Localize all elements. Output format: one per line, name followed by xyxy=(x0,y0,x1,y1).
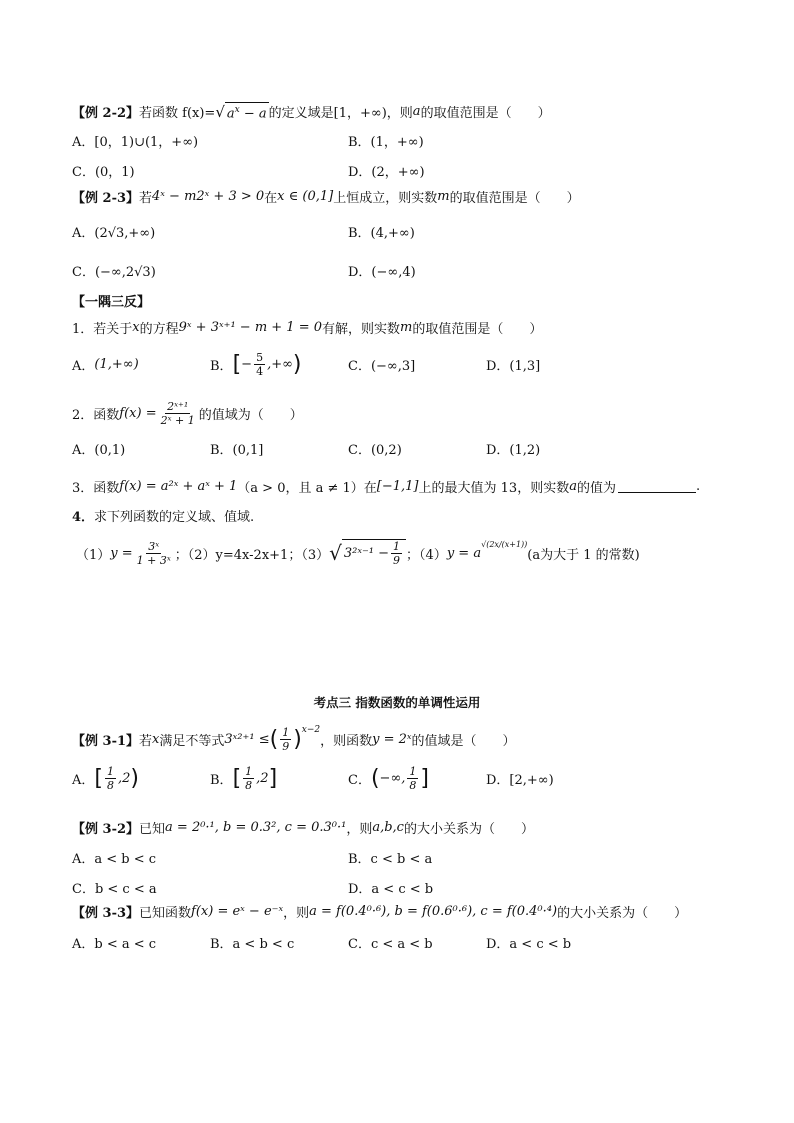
option-sign: − xyxy=(241,357,253,372)
fraction-denominator: 4 xyxy=(256,365,264,378)
option-c[interactable] xyxy=(348,765,486,792)
problem-number: 4． xyxy=(72,510,95,525)
item-tail: (a为大于 1 的常数) xyxy=(527,547,640,563)
option-value: ,+∞ xyxy=(267,357,293,372)
answer-blank[interactable] xyxy=(618,480,696,493)
example-tag: 【例 3-3】 xyxy=(72,906,140,921)
exponent: x−2 xyxy=(301,724,321,735)
variables: a,b,c xyxy=(372,820,404,835)
stem-text: 满足不等式 xyxy=(159,734,225,749)
option-a[interactable]: A．[0，1)∪(1，+∞) xyxy=(72,135,199,151)
option-row xyxy=(72,222,722,241)
fraction xyxy=(243,765,254,792)
stem-text: 求下列函数的定义域、值域. xyxy=(94,510,255,525)
bracket-left: [ xyxy=(232,765,242,791)
option-c[interactable]: C．b < c < a xyxy=(72,882,157,897)
paren-left: ( xyxy=(370,765,380,791)
variable: x xyxy=(152,732,160,747)
example-3-2-stem xyxy=(72,818,722,837)
stem-text: 已知函数 xyxy=(139,906,192,921)
function-name: y = a xyxy=(446,545,482,561)
stem-text: 在 xyxy=(264,191,278,206)
stem-text: 在 xyxy=(363,481,377,496)
example-3-1-stem xyxy=(72,726,722,753)
example-2-3-stem xyxy=(72,187,722,206)
option-c[interactable]: C．(−∞,3] xyxy=(348,359,416,374)
option-row xyxy=(72,351,722,378)
option-row xyxy=(72,131,722,150)
option-b[interactable]: B．(4,+∞) xyxy=(348,226,415,241)
fraction-denominator: 8 xyxy=(245,779,253,792)
option-b[interactable] xyxy=(210,351,348,378)
fraction-numerator: 1 xyxy=(106,765,114,778)
option-d[interactable]: D．(1,3] xyxy=(486,359,541,374)
section-heading: 【一隅三反】 xyxy=(72,295,151,310)
stem-text: 的取值范围是（ ） xyxy=(449,191,580,206)
radicand-tail: − a xyxy=(239,106,267,122)
paren-left: ( xyxy=(269,726,279,752)
sqrt-expression: √ $a^x - a$ xyxy=(215,102,267,122)
bracket-right: ] xyxy=(420,765,429,791)
function-name: f(x) = xyxy=(119,406,157,421)
option-d[interactable]: D．(−∞,4) xyxy=(348,265,416,280)
option-row xyxy=(72,261,722,280)
option-b[interactable]: B．(0,1] xyxy=(210,443,264,458)
option-d[interactable]: D．(1,2) xyxy=(486,443,541,458)
option-label: C． xyxy=(348,773,371,788)
fraction xyxy=(391,540,402,567)
option-d[interactable]: D．(2，+∞) xyxy=(348,165,425,181)
sqrt-expression: √ 3²ˣ⁻¹ − $\frac{1}{9}$ xyxy=(329,539,406,567)
stem-text: 的大小关系为（ ） xyxy=(557,906,688,921)
stem-text: 函数 xyxy=(93,408,120,423)
function-name: y = xyxy=(110,545,133,561)
inequality-expression: 4ˣ − m2ˣ + 3 > 0 xyxy=(152,189,265,204)
fraction-numerator: 2ˣ⁺¹ xyxy=(167,400,189,413)
item-label: （1） xyxy=(76,547,111,563)
option-b[interactable]: B．(1，+∞) xyxy=(348,135,424,151)
fraction xyxy=(105,765,116,792)
stem-text: 的取值范围是（ ） xyxy=(412,322,543,337)
fraction-denominator: 2ˣ + 1 xyxy=(160,414,195,427)
fraction xyxy=(159,400,197,427)
problem-number: 3． xyxy=(72,481,94,496)
problem-4-stem xyxy=(72,506,722,525)
example-3-3-stem xyxy=(72,902,722,921)
problem-number: 1． xyxy=(72,322,94,337)
option-a[interactable]: A．b < a < c xyxy=(72,937,157,952)
equation-expression: 9ˣ + 3ˣ⁺¹ − m + 1 = 0 xyxy=(178,320,322,335)
variable: a xyxy=(569,479,577,494)
stem-text: ，则 xyxy=(346,822,373,837)
practice-heading xyxy=(72,291,722,310)
stem-text: 上的最大值为 13，则实数 xyxy=(418,481,570,496)
variable: a xyxy=(412,104,421,120)
variable: m xyxy=(437,189,450,204)
section-title: 考点三 指数函数的单调性运用 xyxy=(313,695,481,710)
definition-expression: a = 2⁰·¹, b = 0.3², c = 0.3⁰·¹ xyxy=(165,820,347,835)
problem-1 xyxy=(72,318,722,378)
fraction xyxy=(254,351,265,378)
option-label: A． xyxy=(72,773,95,788)
stem-text: 已知 xyxy=(139,822,166,837)
fraction-denominator: 1 + 3ˣ xyxy=(136,553,171,567)
exponent: √(2x/(x+1)) xyxy=(481,539,528,549)
bracket-right: ) xyxy=(292,351,302,377)
option-row xyxy=(72,933,722,952)
option-d[interactable]: D．a < c < b xyxy=(348,882,434,897)
example-3-3 xyxy=(72,902,722,952)
stem-text: 函数 xyxy=(93,481,120,496)
fraction-denominator: 8 xyxy=(106,779,114,792)
variable: m xyxy=(400,320,413,335)
problem-4-items xyxy=(76,539,722,567)
option-a[interactable] xyxy=(72,765,210,792)
option-b[interactable]: B．c < b < a xyxy=(348,852,433,867)
option-value: ,2 xyxy=(256,771,269,786)
radicand-exponent: x xyxy=(234,105,240,115)
option-d[interactable]: D．[2,+∞) xyxy=(486,773,554,788)
stem-text: 有解，则实数 xyxy=(322,322,401,337)
stem-text: 的大小关系为（ ） xyxy=(403,822,534,837)
stem-text: 若关于 xyxy=(93,322,133,337)
example-3-2 xyxy=(72,818,722,897)
stem-text: 若 xyxy=(139,734,153,749)
bracket-left: [ xyxy=(232,351,242,377)
option-b[interactable] xyxy=(210,765,348,792)
option-a[interactable]: A．a < b < c xyxy=(72,852,157,867)
option-d[interactable]: D．a < c < b xyxy=(486,937,572,952)
fraction xyxy=(407,765,418,792)
option-value: −∞, xyxy=(379,771,406,786)
stem-text: ，则 xyxy=(283,906,310,921)
option-row xyxy=(72,878,722,897)
example-2-3 xyxy=(72,187,722,280)
option-a[interactable] xyxy=(72,355,210,374)
item-separator: ；（4） xyxy=(406,547,447,563)
stem-text: 若 xyxy=(139,191,153,206)
problem-4 xyxy=(72,506,722,567)
stem-text: 上恒成立，则实数 xyxy=(333,191,438,206)
fraction xyxy=(135,540,173,567)
option-value: (1,+∞) xyxy=(94,357,139,372)
option-row xyxy=(72,439,722,458)
problem-3 xyxy=(72,477,722,496)
variable: x xyxy=(132,320,140,335)
function-expression: f(x) = eˣ − e⁻ˣ xyxy=(191,904,284,919)
option-c[interactable]: C．c < a < b xyxy=(348,937,433,952)
example-2-2-stem xyxy=(72,102,722,121)
option-row xyxy=(72,161,722,180)
example-tag: 【例 3-2】 xyxy=(72,822,140,837)
option-a[interactable]: A．(0,1) xyxy=(72,443,126,458)
function-expression: f(x) = a²ˣ + aˣ + 1 xyxy=(119,479,238,494)
problem-1-stem xyxy=(72,318,722,337)
fraction-numerator: 3ˣ xyxy=(148,539,160,553)
domain-expression: x ∈ (0,1] xyxy=(277,189,334,204)
bracket-left: [ xyxy=(94,765,103,791)
example-tag: 【例 3-1】 xyxy=(72,734,140,749)
example-3-1 xyxy=(72,726,722,792)
option-c[interactable]: C．(−∞,2√3) xyxy=(72,265,156,280)
option-b[interactable]: B．a < b < c xyxy=(210,937,295,952)
problem-2-stem xyxy=(72,400,722,427)
radicand: 3²ˣ⁻¹ − xyxy=(343,546,390,561)
option-label: B． xyxy=(210,773,233,788)
problem-3-stem xyxy=(72,477,722,496)
stem-text: 的值域为（ ） xyxy=(198,408,303,423)
stem-text: 的值域是（ ） xyxy=(411,734,516,749)
bracket-right: ) xyxy=(130,765,139,791)
fraction-denominator: 9 xyxy=(393,554,401,567)
example-2-2 xyxy=(72,102,722,180)
fraction-numerator: 1 xyxy=(282,726,290,739)
example-tag: 【例 2-3】 xyxy=(72,191,140,206)
option-label: B． xyxy=(210,359,233,374)
example-tag: 【例 2-2】 xyxy=(72,106,140,122)
option-a[interactable]: A．(2√3,+∞) xyxy=(72,226,156,241)
bracket-right: ] xyxy=(268,765,278,791)
fraction-numerator: 1 xyxy=(409,765,417,778)
fraction xyxy=(280,726,291,753)
fraction-numerator: 1 xyxy=(393,540,401,553)
stem-text: 的值为 xyxy=(576,481,616,496)
problem-number: 2． xyxy=(72,408,94,423)
option-row xyxy=(72,765,722,792)
stem-text: ，则函数 xyxy=(320,734,373,749)
fraction-numerator: 1 xyxy=(245,765,253,778)
function-expression: y = 2ˣ xyxy=(372,732,412,747)
fraction-denominator: 8 xyxy=(409,779,417,792)
condition-text: （a > 0，且 a ≠ 1） xyxy=(237,481,364,496)
stem-text: . xyxy=(695,479,701,494)
option-label: A． xyxy=(72,359,95,374)
problem-2 xyxy=(72,400,722,458)
radicand-base: a xyxy=(226,106,235,122)
interval-expression: [−1,1] xyxy=(376,479,419,494)
inequality-lhs: 3ˣ²⁺¹ ≤ xyxy=(224,732,270,747)
item-separator: ；（2）y=4x-2x+1；（3） xyxy=(174,547,330,563)
option-c[interactable]: C．(0,2) xyxy=(348,443,402,458)
stem-text: 的定义域是[1，+∞)，则 xyxy=(268,106,413,122)
fraction-denominator: 9 xyxy=(282,740,290,753)
option-row xyxy=(72,848,722,867)
stem-text: 的方程 xyxy=(139,322,179,337)
paren-right: ) xyxy=(293,726,302,752)
stem-text: 的取值范围是（ ） xyxy=(420,106,551,122)
definition-expression: a = f(0.4⁰·⁶), b = f(0.6⁰·⁶), c = f(0.4⁰·⁴) xyxy=(309,904,558,919)
stem-text: 若函数 f(x)= xyxy=(139,106,216,122)
option-value: ,2 xyxy=(117,771,131,786)
option-c[interactable]: C．(0，1) xyxy=(72,165,135,181)
fraction-numerator: 5 xyxy=(256,351,264,364)
